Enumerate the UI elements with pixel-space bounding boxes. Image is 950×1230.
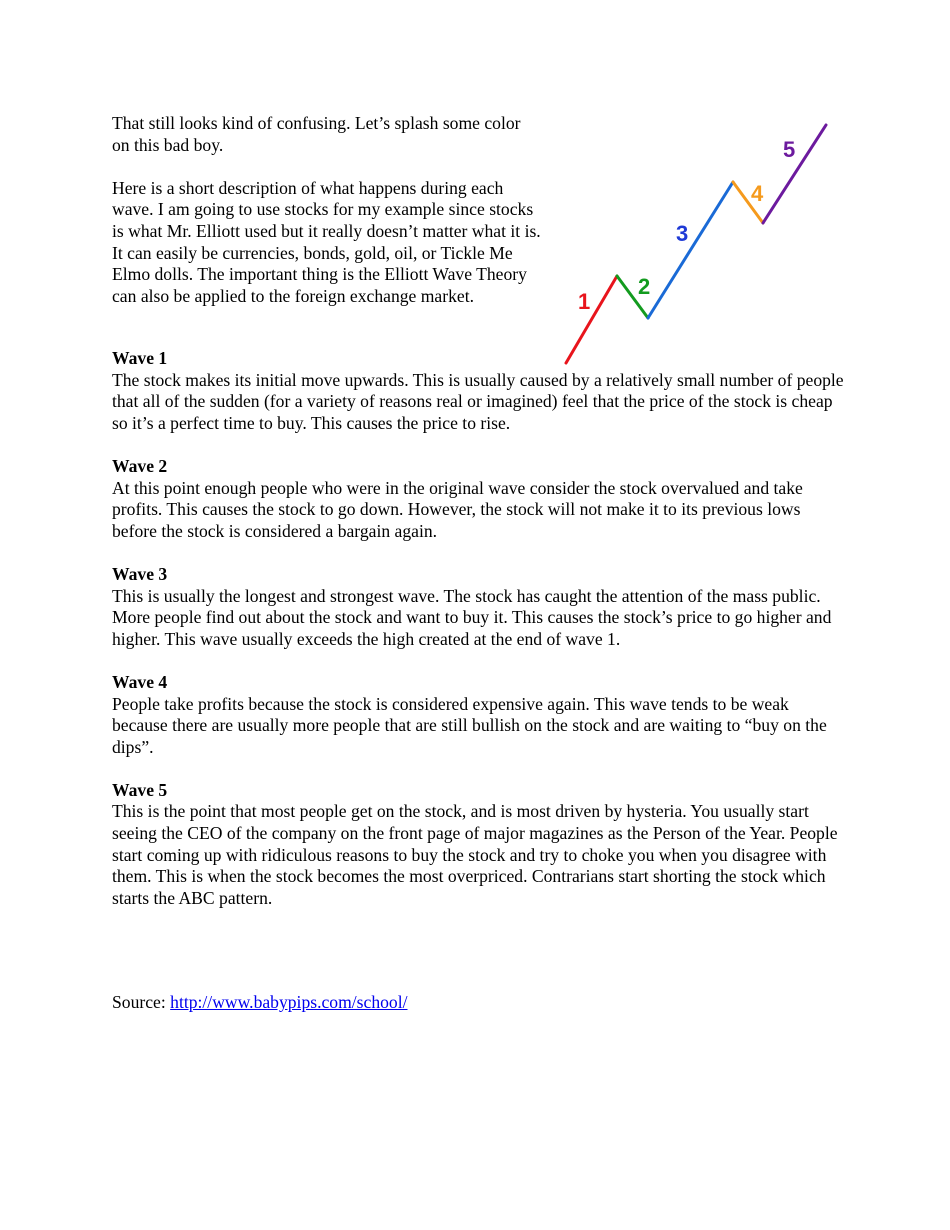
section-body: The stock makes its initial move upwards. This is usually caused by a relatively small number of people that all of the sudden (for a variety of reasons real or imagined) feel that the price of the stock is cheap so it’s a perfect time to buy. This causes the price to rise.: [112, 369, 844, 433]
source-label: Source:: [112, 992, 171, 1012]
section-wave-3: [112, 564, 847, 650]
section-heading: Wave 1: [112, 348, 168, 368]
section-body: People take profits because the stock is considered expensive again. This wave tends to be weak because there are usually more people that are still bullish on the stock and are waiting to “buy on the dips”.: [112, 693, 827, 757]
wave-sections: [112, 348, 847, 931]
section-wave-2: [112, 456, 847, 542]
section-body: At this point enough people who were in the original wave consider the stock overvalued and take profits. This causes the stock to go down. However, the stock will not make it to its previous lows before the stock is considered a bargain again.: [112, 477, 803, 541]
source-line: [112, 992, 847, 1014]
section-heading: Wave 3: [112, 563, 168, 584]
wave-1-label: 1: [578, 289, 591, 314]
source-link[interactable]: http://www.babypips.com/school/: [170, 992, 408, 1012]
elliott-wave-diagram: [555, 115, 845, 370]
wave-3-line: [648, 182, 733, 318]
section-body: This is the point that most people get on the stock, and is most driven by hysteria. You usually start seeing the CEO of the company on the front page of major magazines as the Person of the Year. People start coming up with ridiculous reasons to buy the stock and try to choke you when you disagree with them. This is when the stock becomes the most overpriced. Contrarians start shorting the stock which starts the ABC pattern.: [112, 801, 838, 908]
section-heading: Wave 4: [112, 671, 168, 692]
wave-3-label: 3: [676, 221, 689, 246]
wave-5-label: 5: [783, 137, 796, 162]
intro-paragraph-2: Here is a short description of what happens during each wave. I am going to use stocks for my example since stocks is what Mr. Elliott used but it really doesn’t matter what it is. It can easily be currencies, bonds, gold, oil, or Tickle Me Elmo dolls. The important thing is the Elliott Wave Theory can also be applied to the foreign exchange market.: [112, 177, 541, 306]
section-wave-1: [112, 348, 847, 434]
wave-2-label: 2: [638, 274, 651, 299]
section-body: This is usually the longest and strongest wave. The stock has caught the attention of the mass public. More people find out about the stock and want to buy it. This causes the stock’s price to go higher and higher. This wave usually exceeds the high created at the end of wave 1.: [112, 585, 832, 649]
section-wave-5: [112, 780, 847, 910]
section-heading: Wave 2: [112, 455, 168, 476]
section-heading: Wave 5: [112, 779, 168, 800]
intro-paragraph-1: That still looks kind of confusing. Let’s splash some color on this bad boy.: [112, 113, 521, 155]
intro-text: [112, 113, 542, 329]
wave-4-label: 4: [751, 181, 764, 206]
section-wave-4: [112, 672, 847, 758]
